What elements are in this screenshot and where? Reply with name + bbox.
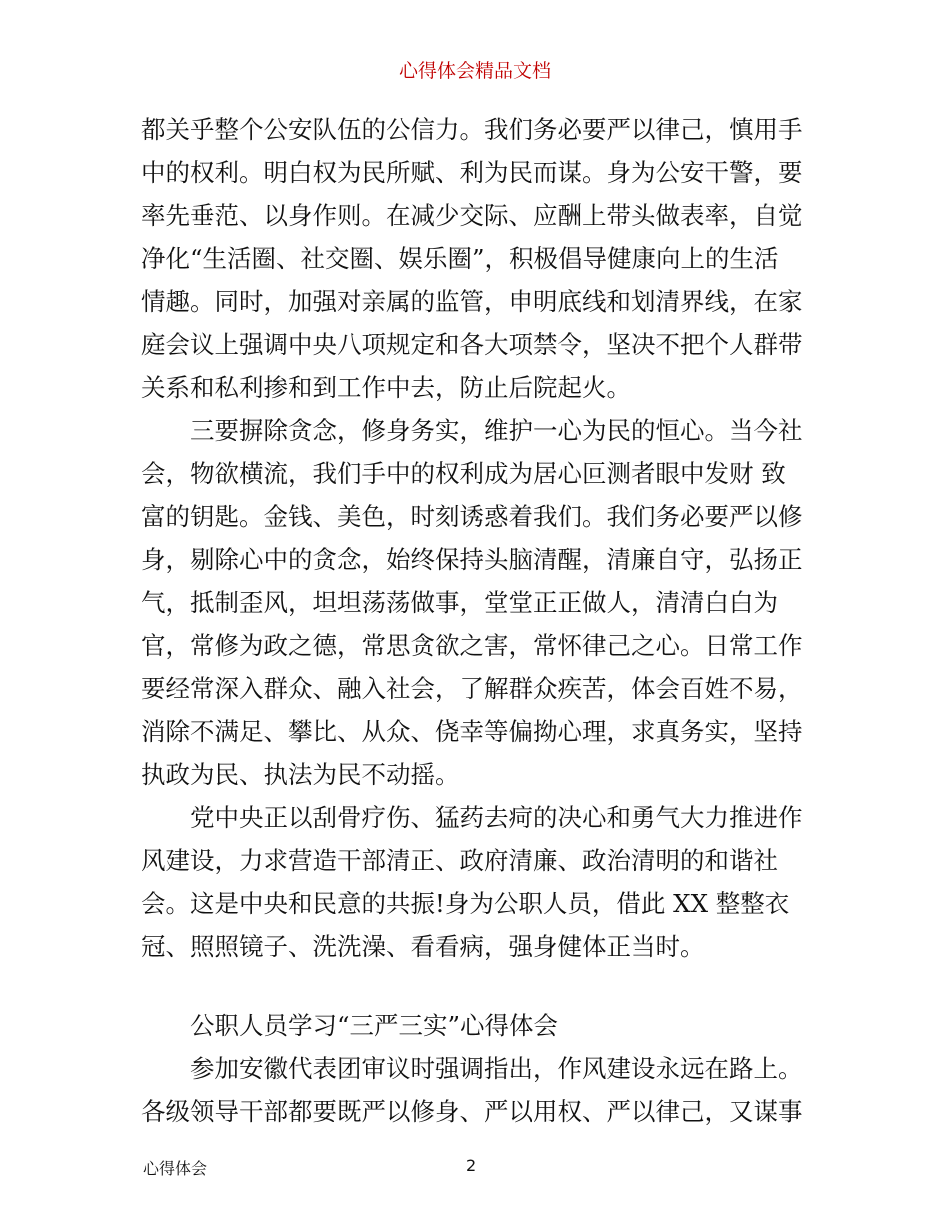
footer-label: 心得体会 (143, 1159, 208, 1178)
section-spacer (141, 968, 813, 1004)
section-title: 公职人员学习“三严三实”心得体会 (190, 1011, 559, 1040)
text-line: 三要摒除贪念，修身务实，维护一心为民的恒心。当今社 (190, 416, 803, 445)
document-body (141, 108, 813, 1133)
text-line: 官，常修为政之德，常思贪欲之害，常怀律己之心。日常工作 (141, 631, 803, 660)
paragraph-2 (141, 409, 813, 796)
text-line: 会。这是中央和民意的共振!身为公职人员，借此 XX 整整衣 (141, 889, 790, 918)
text-line: 关系和私利掺和到工作中去，防止后院起火。 (141, 373, 631, 402)
text-line: 各级领导干部都要既严以修身、严以用权、严以律己，又谋事 (141, 1097, 803, 1126)
text-line: 净化“生活圈、社交圈、娱乐圈”，积极倡导健康向上的生活 (141, 244, 779, 273)
text-line: 冠、照照镜子、洗洗澡、看看病，强身健体正当时。 (141, 932, 705, 961)
text-line: 参加安徽代表团审议时强调指出，作风建设永远在路上。 (190, 1054, 803, 1083)
text-line: 执政为民、执法为民不动摇。 (141, 760, 460, 789)
text-line: 会，物欲横流，我们手中的权利成为居心叵测者眼中发财 致 (141, 459, 786, 488)
text-line: 消除不满足、攀比、从众、侥幸等偏拗心理，求真务实，坚持 (141, 717, 803, 746)
text-line: 庭会议上强调中央八项规定和各大项禁令，坚决不把个人群带 (141, 330, 803, 359)
text-line: 身，剔除心中的贪念，始终保持头脑清醒，清廉自守，弘扬正 (141, 545, 803, 574)
text-line: 风建设，力求营造干部清正、政府清廉、政治清明的和谐社 (141, 846, 778, 875)
text-line: 情趣。同时，加强对亲属的监管，申明底线和划清界线，在家 (141, 287, 803, 316)
text-line: 都关乎整个公安队伍的公信力。我们务必要严以律己，慎用手 (141, 115, 803, 144)
text-line: 要经常深入群众、融入社会，了解群众疾苦，体会百姓不易， (141, 674, 803, 703)
text-line: 富的钥匙。金钱、美色，时刻诱惑着我们。我们务必要严以修 (141, 502, 803, 531)
text-line: 中的权利。明白权为民所赋、利为民而谋。身为公安干警，要 (141, 158, 803, 187)
paragraph-3 (141, 796, 813, 968)
text-line: 气，抵制歪风，坦坦荡荡做事，堂堂正正做人，清清白白为 (141, 588, 778, 617)
paragraph-4 (141, 1047, 813, 1133)
header-title: 心得体会精品文档 (398, 60, 551, 82)
paragraph-1 (141, 108, 813, 409)
text-line: 率先垂范、以身作则。在减少交际、应酬上带头做表率，自觉 (141, 201, 803, 230)
page-number: 2 (466, 1156, 477, 1175)
text-line: 党中央正以刮骨疗伤、猛药去疴的决心和勇气大力推进作 (190, 803, 803, 832)
